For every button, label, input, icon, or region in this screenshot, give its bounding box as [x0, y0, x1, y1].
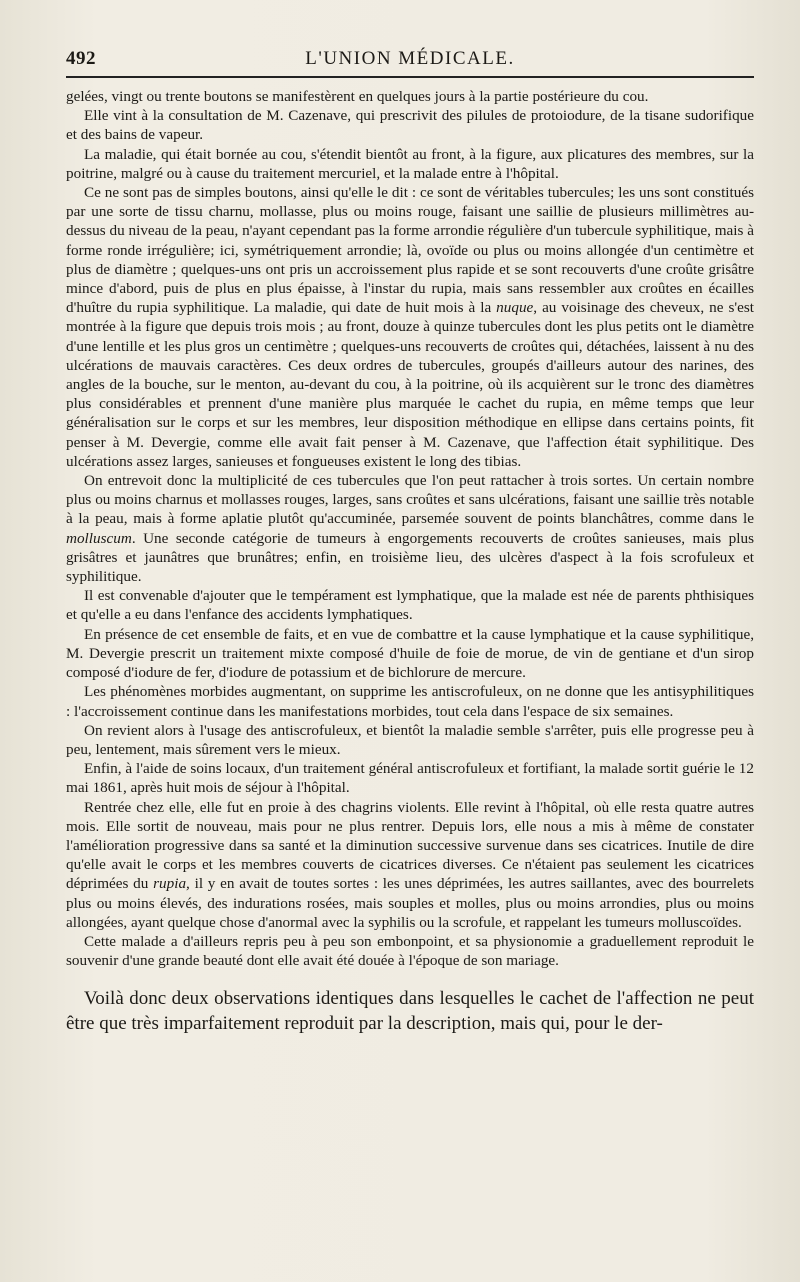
paragraph	[66, 682, 754, 720]
italic-term-rupia: rupia,	[153, 875, 190, 893]
italic-term-nuque: nuque	[496, 299, 534, 317]
paragraph	[66, 625, 754, 683]
running-title: L'UNION MÉDICALE.	[305, 48, 515, 69]
paragraph	[66, 586, 754, 624]
paragraph	[66, 183, 754, 471]
paragraph-text: Cette malade a d'ailleurs repris peu à peu son embonpoint, et sa physionomie a graduellement reproduit le souvenir d'une grande beauté dont elle avait été douée à l'époque de son mariage.	[66, 932, 754, 970]
paragraph	[66, 106, 754, 144]
page-header	[66, 40, 754, 74]
paragraph-conclusion	[66, 986, 754, 1036]
paragraph-text: , au voisinage des cheveux, ne s'est montrée à la figure que depuis trois mois ; au front, douze à quinze tubercules dont les plus petits ont le diamètre d'une lentille et les plus gros un centimètre ; quelques-uns recouverts de croûtes qui, détachées, laissent à nu des ulcérations de mauvais caractères. Ces deux ordres de tubercules, groupés d'ailleurs autour des narines, des angles de la bouche, sur le menton, au-devant du cou, à la poitrine, où ils acquièrent sur le tronc des diamètres plus considérables et prennent d'une manière plus marquée le cachet du rupia, en même temps que leur généralisation sur le corps et sur les membres, leur disposition méthodique en ellipse dans certains points, fit penser à M. Devergie, comme elle avait fait penser à M. Cazenave, que l'affection était syphilitique. Des ulcérations assez larges, sanieuses et fongueuses existent le long des tibias.	[66, 299, 754, 470]
paragraph	[66, 87, 754, 106]
paragraph-text: Elle vint à la consultation de M. Cazenave, qui prescrivit des pilules de protoiodure, de la tisane sudorifique et des bains de vapeur.	[66, 107, 754, 144]
paragraph-text: Voilà donc deux observations identiques dans lesquelles le cachet de l'affection ne peut être que très imparfaitement reproduit par la description, mais qui, pour le der-	[66, 988, 754, 1035]
page-number: 492	[66, 48, 96, 69]
paragraph-text: Enfin, à l'aide de soins locaux, d'un traitement général antiscrofuleux et fortifiant, la malade sortit guérie le 12 mai 1861, après huit mois de séjour à l'hôpital.	[66, 760, 754, 797]
paragraph-text: gelées, vingt ou trente boutons se manifestèrent en quelques jours à la partie postérieure du cou.	[66, 88, 649, 105]
paragraph-text: Ce ne sont pas de simples boutons, ainsi qu'elle le dit : ce sont de véritables tubercules; les uns sont constitués par une sorte de tissu charnu, mollasse, plus ou moins rouge, faisant une saillie de plusieurs millimètres au-dessus du niveau de la peau, n'ayant cependant pas la forme arrondie régulière d'un tubercule syphilitique, mais à forme ronde irrégulière; ici, symétriquement arrondie; là, ovoïde ou plus ou moins allongée d'un centimètre et plus de diamètre ; quelques-uns ont pris un accroissement plus rapide et se sont recouverts d'une croûte grisâtre mince d'abord, puis de plus en plus épaisse, à l'instar du rupia, mais sans ressembler aux croûtes en écailles d'huître du rupia syphilitique. La maladie, qui date de huit mois à la	[66, 184, 754, 317]
paragraph	[66, 759, 754, 797]
paragraph	[66, 932, 754, 970]
header-rule	[66, 76, 754, 78]
italic-term-molluscum: molluscum	[66, 529, 132, 547]
paragraph-text: . Une seconde catégorie de tumeurs à engorgements recouverts de croûtes sanieuses, mais plus grisâtres et jaunâtres que brunâtres; enfin, en troisième lieu, des ulcères d'aspect à la fois scrofuleux et syphilitique.	[66, 529, 754, 586]
paragraph-text: On entrevoit donc la multiplicité de ces tubercules que l'on peut rattacher à trois sortes. Un certain nombre plus ou moins charnus et mollasses rouges, larges, sans croûtes et sans ulcérations, faisant une saillie très notable à la peau, mais à forme aplatie plutôt qu'accuminée, parsemée souvent de points blanchâtres, comme dans le	[66, 472, 754, 528]
paragraph	[66, 721, 754, 759]
paragraph-text: Il est convenable d'ajouter que le tempérament est lymphatique, que la malade est née de parents phthisiques et qu'elle a eu dans l'enfance des accidents lymphatiques.	[66, 587, 754, 624]
paragraph	[66, 471, 754, 586]
paragraph-text: La maladie, qui était bornée au cou, s'étendit bientôt au front, à la figure, aux plicatures des membres, sur la poitrine, malgré ou à cause du traitement mercuriel, et la malade entre à l'hôpital.	[66, 145, 754, 182]
paragraph	[66, 145, 754, 183]
paragraph-text: Les phénomènes morbides augmentant, on supprime les antiscrofuleux, on ne donne que les antisyphilitiques : l'accroissement continue dans les manifestations morbides, tout cela dans l'espace de six semaines.	[66, 683, 754, 720]
paragraph-text: On revient alors à l'usage des antiscrofuleux, et bientôt la maladie semble s'arrêter, puis elle progresse peu à peu, lentement, mais sûrement vers le mieux.	[66, 721, 754, 758]
paragraph	[66, 798, 754, 932]
paragraph-text: il y en avait de toutes sortes : les unes déprimées, les autres saillantes, avec des bourrelets plus ou moins élevés, des indurations rosées, mais souples et molles, plus ou moins arrondies, plus ou moins allongées, ayant quelque chose d'anormal avec la syphilis ou la scrofule, et rappelant les tumeurs molluscoïdes.	[66, 875, 755, 931]
paragraph-text: En présence de cet ensemble de faits, et en vue de combattre et la cause lymphatique et la cause syphilitique, M. Devergie prescrit un traitement mixte composé d'huile de foie de morue, de vin de gentiane et d'un sirop composé d'iodure de fer, d'iodure de potassium et de bichlorure de mercure.	[66, 625, 754, 682]
article-body	[66, 87, 754, 1036]
paragraph-text: Rentrée chez elle, elle fut en proie à des chagrins violents. Elle revint à l'hôpital, où elle resta quatre autres mois. Elle sortit de nouveau, mais pour ne plus rentrer. Depuis lors, elle nous a mis à même de constater l'amélioration progressive dans sa santé et la diminution successive survenue dans ses cicatrices. Inutile de dire qu'elle avait le corps et les membres couverts de cicatrices diverses. Ce n'étaient pas seulement les cicatrices déprimées du	[66, 798, 754, 893]
